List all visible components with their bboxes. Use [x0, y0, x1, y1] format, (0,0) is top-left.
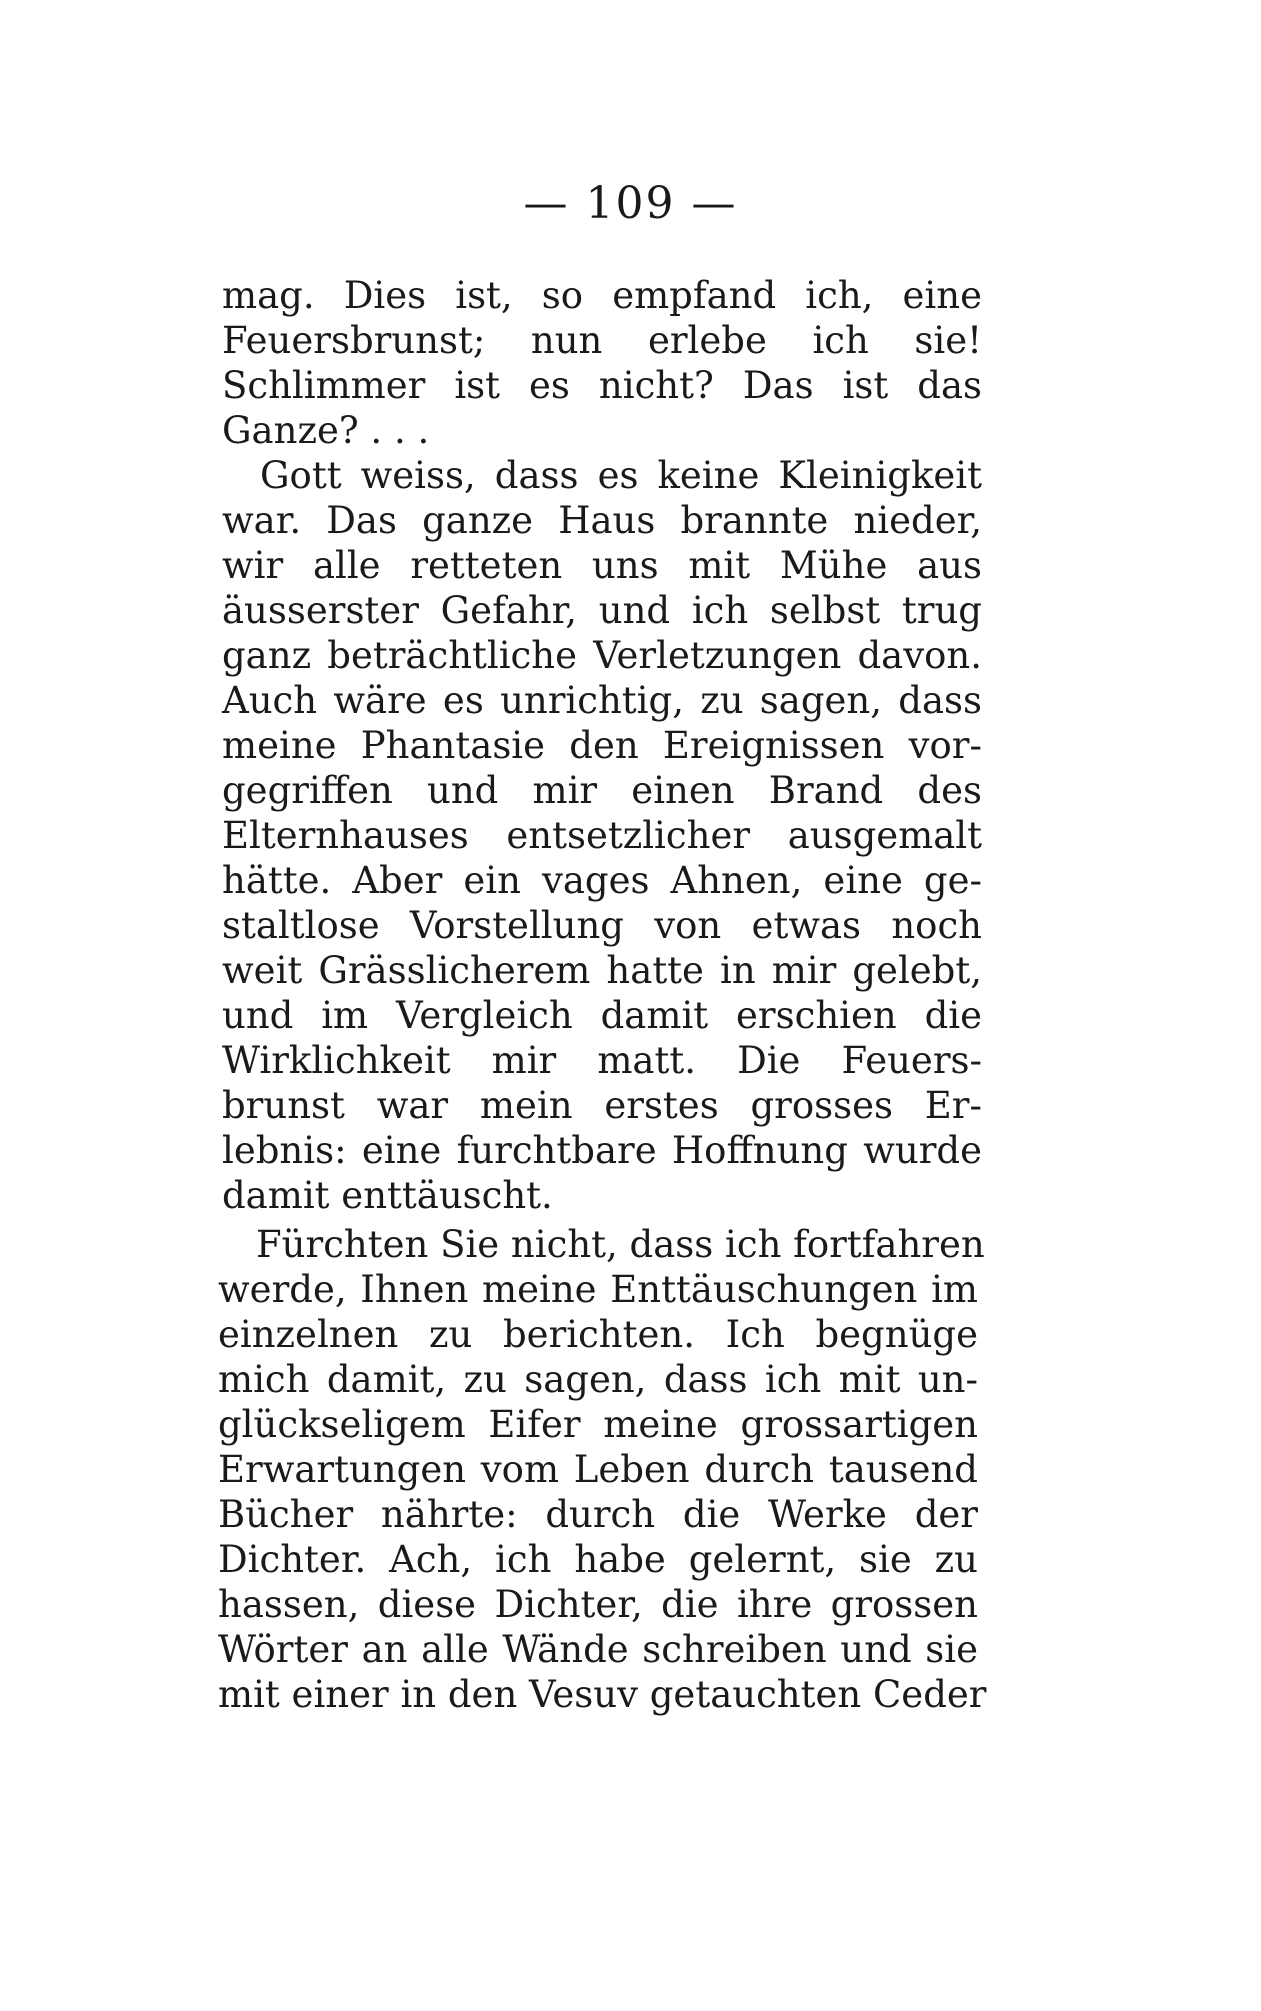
text-line: Erwartungen vom Leben durch tausend — [218, 1448, 978, 1491]
text-line: Dichter. Ach, ich habe gelernt, sie zu — [218, 1538, 978, 1581]
text-line: und im Vergleich damit erschien die — [222, 994, 982, 1037]
text-line: meine Phantasie den Ereignissen vor- — [222, 724, 982, 767]
text-line: Schlimmer ist es nicht? Das ist das — [222, 364, 982, 407]
text-line: äusserster Gefahr, und ich selbst trug — [222, 589, 982, 632]
text-line: mag. Dies ist, so empfand ich, eine — [222, 274, 982, 317]
text-line: damit enttäuscht. — [222, 1174, 553, 1217]
paragraph-1 — [222, 273, 982, 453]
text-line: Auch wäre es unrichtig, zu sagen, dass — [222, 679, 982, 722]
paragraph-3 — [218, 1222, 987, 1717]
text-line: mich damit, zu sagen, dass ich mit un- — [218, 1358, 978, 1401]
text-line: gegriffen und mir einen Brand des — [222, 769, 982, 812]
text-line: hätte. Aber ein vages Ahnen, eine ge- — [222, 859, 982, 902]
text-line: hassen, diese Dichter, die ihre grossen — [218, 1583, 978, 1626]
text-line: lebnis: eine furchtbare Hoffnung wurde — [222, 1129, 982, 1172]
text-line: staltlose Vorstellung von etwas noch — [222, 904, 982, 947]
page-text-lower — [218, 1222, 987, 1717]
text-line: wir alle retteten uns mit Mühe aus — [222, 544, 982, 587]
text-line: Wirklichkeit mir matt. Die Feuers- — [222, 1039, 982, 1082]
text-line: Wörter an alle Wände schreiben und sie — [218, 1628, 978, 1671]
paragraph-2 — [222, 453, 982, 1218]
text-line: Bücher nährte: durch die Werke der — [218, 1493, 978, 1536]
text-line: Feuersbrunst; nun erlebe ich sie! — [222, 319, 982, 362]
text-line: Fürchten Sie nicht, dass ich fortfahren — [256, 1223, 985, 1266]
text-line: glückseligem Eifer meine grossartigen — [218, 1403, 978, 1446]
text-line: werde, Ihnen meine Enttäuschungen im — [218, 1268, 978, 1311]
text-line: Ganze? . . . — [222, 409, 430, 452]
text-line: brunst war mein erstes grosses Er- — [222, 1084, 982, 1127]
text-line: war. Das ganze Haus brannte nieder, — [222, 499, 982, 542]
text-line: Gott weiss, dass es keine Kleinigkeit — [260, 454, 982, 497]
text-line: Elternhauses entsetzlicher ausgemalt — [222, 814, 982, 857]
text-line: weit Grässlicherem hatte in mir gelebt, — [222, 949, 982, 992]
text-line: mit einer in den Vesuv getauchten Ceder — [218, 1673, 987, 1716]
text-line: ganz beträchtliche Verletzungen davon. — [222, 634, 982, 677]
text-line: einzelnen zu berichten. Ich begnüge — [218, 1313, 978, 1356]
page-text-upper — [222, 273, 982, 1218]
page-number: — 109 — — [523, 178, 738, 229]
